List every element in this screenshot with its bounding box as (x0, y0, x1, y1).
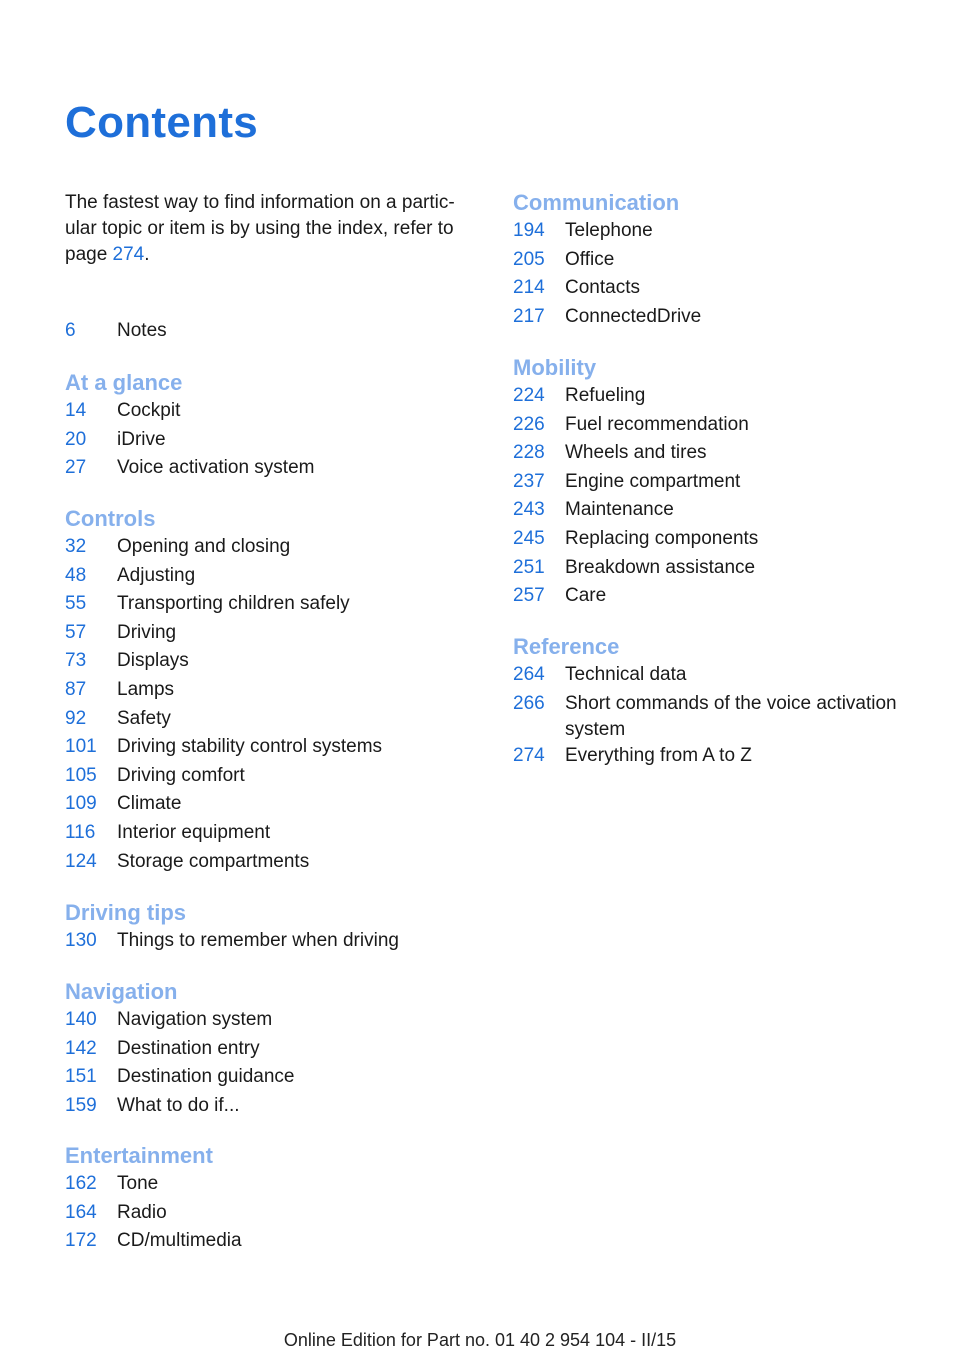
toc-entry[interactable] (65, 849, 495, 878)
toc-entry-title[interactable]: Displays (117, 650, 189, 672)
intro-paragraph (65, 190, 485, 268)
toc-entry-title[interactable]: Fuel recommendation (565, 413, 749, 435)
toc-entry-title[interactable]: Cockpit (117, 400, 181, 421)
toc-page-number[interactable]: 257 (513, 585, 545, 607)
section-title: Mobility (513, 355, 597, 380)
section-title: Communication (513, 190, 680, 215)
toc-entry[interactable] (65, 1200, 495, 1229)
toc-page-number[interactable]: 194 (513, 220, 545, 241)
toc-entry-title[interactable]: What to do if... (117, 1094, 240, 1116)
section-mobility (513, 353, 943, 612)
intro-text: The fastest way to find information on a partic-ular topic or item is by using the index, refer to page (65, 192, 455, 265)
toc-page-number[interactable]: 109 (65, 793, 97, 815)
section-title: At a glance (65, 370, 183, 395)
toc-entry[interactable] (65, 1064, 495, 1093)
toc-entry-title[interactable]: Tone (117, 1173, 159, 1194)
section-driving-tips (65, 898, 495, 957)
toc-entry-title[interactable]: Telephone (565, 220, 653, 241)
toc-page-number[interactable]: 73 (65, 650, 87, 672)
toc-entry-title[interactable]: Opening and closing (117, 536, 291, 557)
intro-end: . (144, 244, 150, 265)
toc-page-number[interactable]: 274 (513, 744, 545, 766)
toc-entry[interactable] (65, 734, 495, 763)
toc-page-number[interactable]: 224 (513, 385, 545, 406)
toc-entry-title[interactable]: Transporting children safely (117, 593, 350, 615)
toc-entry[interactable] (513, 469, 943, 498)
toc-page-number[interactable]: 264 (513, 664, 545, 685)
toc-page-number[interactable]: 48 (65, 564, 87, 586)
toc-entry[interactable] (65, 427, 495, 456)
toc-entry-title[interactable]: Adjusting (117, 564, 196, 586)
toc-page-number[interactable]: 243 (513, 499, 545, 521)
toc-entry-title[interactable]: Driving stability control systems (117, 736, 383, 758)
toc-page-number[interactable]: 251 (513, 556, 545, 578)
toc-entry-title[interactable]: Office (565, 248, 615, 270)
toc-entry-title[interactable]: Driving (117, 621, 177, 643)
toc-entry-title[interactable]: Wheels and tires (565, 442, 707, 464)
section-entertainment (65, 1141, 495, 1257)
toc-entry[interactable] (513, 440, 943, 469)
toc-entry[interactable] (65, 1171, 495, 1200)
toc-entry-title[interactable]: Navigation system (117, 1009, 273, 1030)
toc-entry[interactable] (65, 534, 495, 563)
toc-entry-title[interactable]: Engine compartment (565, 470, 741, 492)
footer-text: Online Edition for Part no. 01 40 2 954 104 - II/15 (283, 1330, 677, 1350)
toc-page-number[interactable]: 237 (513, 470, 545, 492)
section-controls (65, 504, 495, 877)
section-communication (513, 188, 943, 332)
toc-entry-title[interactable]: ConnectedDrive (565, 305, 702, 327)
toc-entry[interactable] (513, 743, 943, 772)
toc-entry[interactable] (65, 928, 495, 957)
toc-entry[interactable] (513, 555, 943, 584)
toc-entry[interactable] (513, 218, 943, 247)
toc-page-number[interactable]: 6 (65, 320, 76, 341)
section-reference (513, 632, 943, 771)
toc-entry[interactable] (65, 706, 495, 735)
toc-page-number[interactable]: 124 (65, 850, 97, 872)
toc-entry-title[interactable]: Voice activation system (117, 457, 315, 479)
toc-entry[interactable] (65, 563, 495, 592)
toc-entry[interactable] (513, 412, 943, 441)
toc-page-number[interactable]: 20 (65, 428, 87, 450)
toc-entry[interactable] (513, 247, 943, 276)
toc-page-number[interactable]: 140 (65, 1009, 97, 1030)
section-title: Navigation (65, 979, 178, 1004)
toc-entry[interactable] (65, 648, 495, 677)
toc-page-number[interactable]: 55 (65, 593, 87, 615)
section-navigation (65, 977, 495, 1121)
toc-entry[interactable] (513, 383, 943, 412)
toc-page-number[interactable]: 57 (65, 621, 87, 643)
toc-entry[interactable] (65, 763, 495, 792)
toc-entry[interactable] (65, 1093, 495, 1122)
toc-page-number[interactable]: 228 (513, 442, 545, 464)
section-title: Reference (513, 634, 620, 659)
toc-entry[interactable] (65, 677, 495, 706)
toc-entry[interactable] (513, 583, 943, 612)
toc-page-number[interactable]: 151 (65, 1066, 97, 1088)
toc-entry[interactable] (65, 591, 495, 620)
toc-entry[interactable] (513, 662, 943, 691)
index-page-link[interactable]: 274 (112, 244, 145, 265)
toc-entry[interactable] (65, 1007, 495, 1036)
toc-entry[interactable] (65, 620, 495, 649)
toc-entry-title[interactable]: Contacts (565, 277, 640, 299)
toc-entry-title[interactable]: Climate (117, 793, 182, 815)
toc-page-number[interactable]: 87 (65, 678, 87, 700)
toc-entry[interactable] (513, 304, 943, 333)
page-title: Contents (65, 98, 259, 147)
toc-entry-title[interactable]: Things to remember when driving (117, 930, 399, 951)
toc-entry[interactable] (513, 497, 943, 526)
section-at-a-glance (65, 368, 495, 484)
toc-page-number[interactable]: 27 (65, 457, 87, 479)
toc-page-number[interactable]: 172 (65, 1230, 97, 1252)
toc-page-number[interactable]: 205 (513, 248, 545, 270)
toc-page-number[interactable]: 130 (65, 930, 97, 951)
toc-entry[interactable] (65, 398, 495, 427)
toc-page-number[interactable]: 164 (65, 1201, 97, 1223)
toc-entry-title[interactable]: iDrive (117, 428, 166, 450)
toc-entry[interactable] (65, 820, 495, 849)
toc-entry[interactable] (65, 1036, 495, 1065)
toc-entry-title[interactable]: Maintenance (565, 499, 674, 521)
toc-entry[interactable] (65, 791, 495, 820)
page-footer (0, 1330, 960, 1351)
toc-entry[interactable] (513, 526, 943, 555)
toc-entry[interactable] (65, 1228, 495, 1257)
toc-page-number[interactable]: 101 (65, 736, 97, 758)
toc-entry-title[interactable]: Lamps (117, 678, 175, 700)
section-title: Entertainment (65, 1143, 213, 1168)
toc-entry-title[interactable]: Radio (117, 1201, 167, 1223)
section-title: Controls (65, 506, 156, 531)
toc-entry-title[interactable]: Safety (117, 707, 171, 729)
section-title: Driving tips (65, 900, 187, 925)
toc-page-number[interactable]: 245 (513, 527, 545, 549)
toc-page-number[interactable]: 105 (65, 764, 97, 786)
toc-page-number[interactable]: 32 (65, 536, 87, 557)
toc-entry-title[interactable]: Destination entry (117, 1037, 260, 1059)
toc-page-number[interactable]: 142 (65, 1037, 97, 1059)
toc-page-number[interactable]: 217 (513, 305, 545, 327)
toc-page-number[interactable]: 159 (65, 1094, 97, 1116)
toc-entry-title[interactable]: Storage compartments (117, 850, 310, 872)
toc-entry-title[interactable]: Driving comfort (117, 764, 245, 786)
toc-page-number[interactable]: 92 (65, 707, 87, 729)
toc-page-number[interactable]: 116 (65, 821, 96, 843)
toc-entry[interactable] (513, 691, 943, 743)
toc-page-number[interactable]: 266 (513, 692, 545, 714)
toc-entry-title[interactable]: Replacing components (565, 527, 759, 549)
toc-page-number[interactable]: 214 (513, 277, 545, 299)
toc-entry-title[interactable]: Destination guidance (117, 1066, 295, 1088)
toc-entry-title[interactable]: Everything from A to Z (565, 744, 752, 766)
section-intro (65, 318, 495, 347)
toc-entry[interactable] (513, 275, 943, 304)
toc-entry-title[interactable]: Interior equipment (117, 821, 271, 843)
toc-entry-title[interactable]: Refueling (565, 385, 646, 406)
toc-entry-title[interactable]: Technical data (565, 664, 687, 685)
toc-page-number[interactable]: 226 (513, 413, 545, 435)
toc-entry-title[interactable]: Short commands of the voice activation system (565, 692, 897, 740)
toc-entry-title[interactable]: CD/multimedia (117, 1230, 242, 1252)
toc-entry-title[interactable]: Breakdown assistance (565, 556, 756, 578)
toc-page-number[interactable]: 14 (65, 400, 87, 421)
toc-entry[interactable] (65, 455, 495, 484)
toc-page-number[interactable]: 162 (65, 1173, 97, 1194)
toc-entry[interactable] (65, 318, 495, 347)
toc-entry-title[interactable]: Care (565, 585, 607, 607)
toc-entry-title[interactable]: Notes (117, 320, 167, 341)
